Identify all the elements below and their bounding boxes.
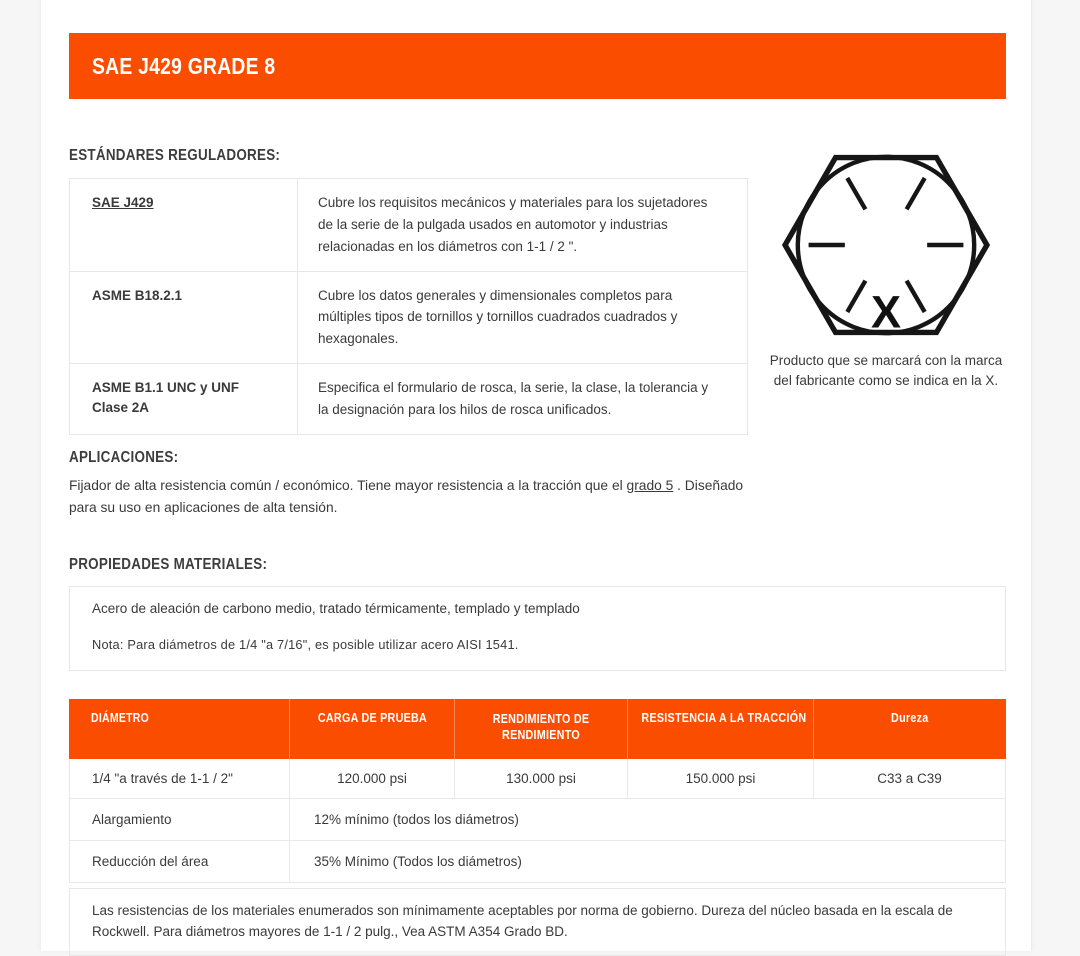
spec-table-body (69, 759, 1006, 883)
materials-box (69, 586, 1006, 671)
materials-description: Acero de aleación de carbono medio, tratado térmicamente, templado y templado (92, 600, 580, 616)
table-row (70, 759, 1005, 798)
footnote: Las resistencias de los materiales enumerados son mínimamente aceptables por norma de gobierno. Dureza del núcleo basada en la escala de Rockwell. Para diámetros mayores de 1-1 / 2 pulg., Vea ASTM A354 Grado BD. (69, 888, 1006, 956)
header-yield-strength: RENDIMIENTO DE RENDIMIENTO (454, 699, 627, 759)
applications-text-after: . Diseñado para su uso en aplicaciones de alta tensión. (69, 477, 744, 516)
sae-j429-link[interactable]: SAE J429 (92, 195, 154, 210)
standard-name-cell: ASME B18.2.1 (92, 287, 183, 303)
materials-note: Nota: Para diámetros de 1/4 "a 7/16", es posible utilizar acero AISI 1541. (92, 636, 519, 652)
marking-illustration-panel (766, 147, 1006, 435)
applications-text (69, 475, 769, 520)
standard-name-cell (70, 179, 297, 271)
cell-yield-strength: 130.000 psi (454, 759, 627, 798)
spec-table (69, 699, 1006, 883)
table-row (70, 840, 1005, 882)
grado-5-link[interactable]: grado 5 (626, 477, 674, 493)
cell-reduction-value: 35% Mínimo (Todos los diámetros) (289, 841, 1005, 882)
table-row (70, 271, 747, 364)
page-title-banner (69, 33, 1006, 99)
content-card (40, 0, 1032, 951)
table-row (70, 363, 747, 434)
cell-proof-load: 120.000 psi (289, 759, 454, 798)
applications-heading: APLICACIONES: (69, 448, 179, 466)
standard-desc-cell: Cubre los datos generales y dimensionales completos para múltiples tipos de tornillos y tornillos cuadrados cuadrados y hexagonales. (297, 272, 747, 364)
spec-table-header (69, 699, 1006, 759)
standards-heading: ESTÁNDARES REGULADORES: (69, 147, 281, 164)
standard-desc-cell: Cubre los requisitos mecánicos y materiales para los sujetadores de la serie de la pulgada usados en automotor y industrias relacionadas en los diámetros con 1-1 / 2 ". (297, 179, 747, 271)
applications-text-before: Fijador de alta resistencia común / económico. Tiene mayor resistencia a la tracción que el (69, 477, 627, 493)
cell-hardness: C33 a C39 (813, 759, 1005, 798)
bolt-head-marking-icon (778, 147, 994, 343)
materials-heading: PROPIEDADES MATERIALES: (69, 555, 268, 573)
cell-elongation-value: 12% mínimo (todos los diámetros) (289, 799, 1005, 840)
marking-caption: Producto que se marcará con la marca del fabricante como se indica en la X. (769, 353, 1003, 389)
standard-name-cell: ASME B1.1 UNC y UNF Clase 2A (92, 380, 240, 416)
cell-reduction-label: Reducción del área (92, 853, 209, 869)
standards-section (69, 147, 1006, 435)
page-title: SAE J429 GRADE 8 (92, 52, 276, 79)
standard-desc-cell: Especifica el formulario de rosca, la serie, la clase, la tolerancia y la designación para los hilos de rosca unificados. (297, 364, 747, 434)
header-proof-load: CARGA DE PRUEBA (289, 699, 454, 759)
header-hardness: Dureza (813, 699, 1006, 759)
header-diameter: DIÁMETRO (91, 710, 150, 725)
manufacturer-mark-x: X (870, 286, 902, 338)
standards-table (69, 178, 748, 435)
table-row (70, 179, 747, 271)
cell-tensile-strength: 150.000 psi (627, 759, 813, 798)
cell-diameter: 1/4 "a través de 1-1 / 2" (92, 770, 233, 786)
cell-elongation-label: Alargamiento (92, 811, 172, 827)
header-tensile-strength: RESISTENCIA A LA TRACCIÓN (627, 699, 813, 759)
table-row (70, 798, 1005, 840)
